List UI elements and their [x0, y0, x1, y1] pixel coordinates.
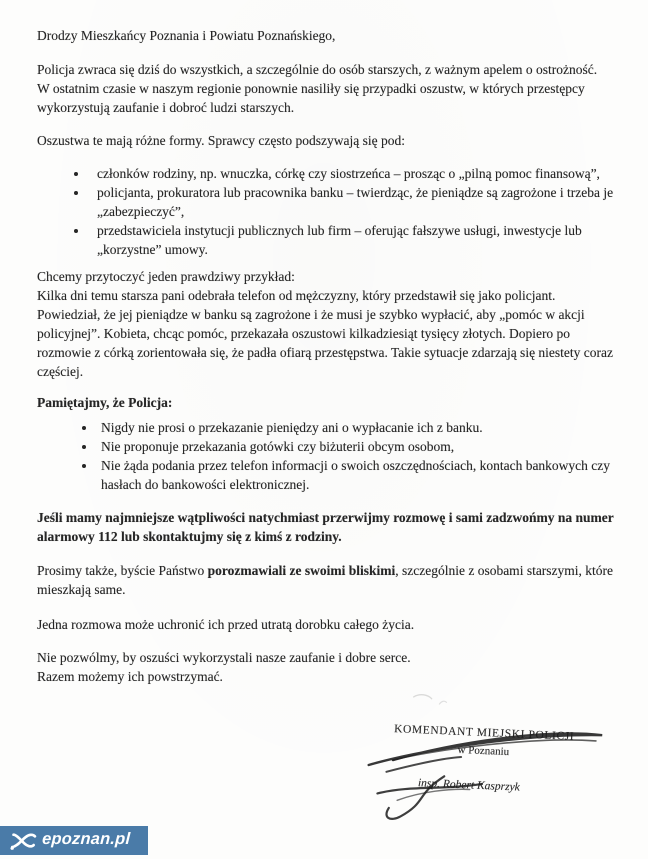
stamp-title: KOMENDANT MIEJSKI POLICJI: [393, 723, 575, 743]
intro-line: Policja zwraca się dziś do wszystkich, a szczególnie do osób starszych, z ważnym apelem o ostrożność.: [37, 62, 598, 77]
example-body: Kilka dni temu starsza pani odebrała telefon od mężczyzny, który przedstawił się jako policjant. Powiedział, że jej pieniądze w banku są zagrożone i że musi je szybko wypłacić, aby „pomóc w akcji policyjnej”. Kobieta, chcąc pomóc, przekazała oszustowi kilkadziesiąt tysięcy złotych. Dopiero po rozmowie z córką zorientowała się, że padła ofiarą przestępstwa. Takie sytuacje zdarzają się niestety coraz częściej.: [37, 288, 614, 379]
letter-body: [37, 26, 617, 796]
closing-line: Razem możemy ich powstrzymać.: [37, 669, 223, 684]
example-paragraph: [37, 267, 617, 381]
scam-types-list: [37, 164, 629, 259]
watermark-label: epoznan.pl: [41, 830, 131, 848]
list-item: • Nie proponuje przekazania gotówki czy biżuterii obcym osobom,: [97, 437, 627, 456]
request-paragraph: [37, 561, 617, 599]
remember-heading: Pamiętajmy, że Policja:: [37, 395, 173, 410]
request-bold: porozmawiali ze swoimi bliskimi: [207, 563, 396, 578]
police-rules-list: [37, 418, 627, 494]
salutation: Drodzy Mieszkańcy Poznania i Powiatu Poznańskiego,: [37, 28, 336, 43]
one-talk-paragraph: Jedna rozmowa może uchronić ich przed utratą dorobku całego życia.: [37, 617, 415, 632]
stamp-signer: insp. Robert Kasprzyk: [417, 777, 521, 794]
intro-paragraph: [37, 60, 617, 117]
list-item: • Nigdy nie prosi o przekazanie pieniędzy ani o wypłacanie ich z banku.: [97, 418, 627, 437]
list-item: • Nie żąda podania przez telefon informacji o swoich oszczędnościach, kontach bankowych czy hasłach do bankowości elektronicznej.: [97, 456, 627, 494]
example-intro: Chcemy przytoczyć jeden prawdziwy przykład:: [37, 269, 295, 284]
list-item: • członków rodziny, np. wnuczka, córkę czy siostrzeńca – prosząc o „pilną pomoc finansową”,: [89, 164, 629, 183]
request-prefix: Prosimy także, byście Państwo: [37, 563, 208, 578]
watermark-banner: [0, 826, 148, 855]
scams-intro: Oszustwa te mają różne formy. Sprawcy często podszywają się pod:: [37, 133, 406, 148]
signature-stamp-block: [366, 719, 601, 801]
closing-paragraph: [37, 648, 617, 686]
intro-line: W ostatnim czasie w naszym regionie ponownie nasiliły się przypadki oszustw, w których przestępcy wykorzystują zaufanie i dobroć ludzi starszych.: [37, 81, 585, 115]
list-item: • policjanta, prokuratora lub pracownika banku – twierdząc, że pieniądze są zagrożone i trzeba je „zabezpieczyć”,: [89, 183, 629, 221]
epoznan-logo-icon: [9, 829, 37, 852]
alert-paragraph: Jeśli mamy najmniejsze wątpliwości natychmiast przerwijmy rozmowę i sami zadzwońmy na numer alarmowy 112 lub skontaktujmy się z kimś z rodziny.: [37, 510, 614, 544]
stamp-location: w Poznaniu: [457, 743, 510, 759]
closing-line: Nie pozwólmy, by oszuści wykorzystali nasze zaufanie i dobre serce.: [37, 650, 411, 665]
request-suffix: , szczególnie z osobami starszymi, które mieszkają same.: [37, 563, 614, 597]
list-item: • przedstawiciela instytucji publicznych lub firm – oferując fałszywe usługi, inwestycje lub „korzystne” umowy.: [89, 221, 629, 259]
